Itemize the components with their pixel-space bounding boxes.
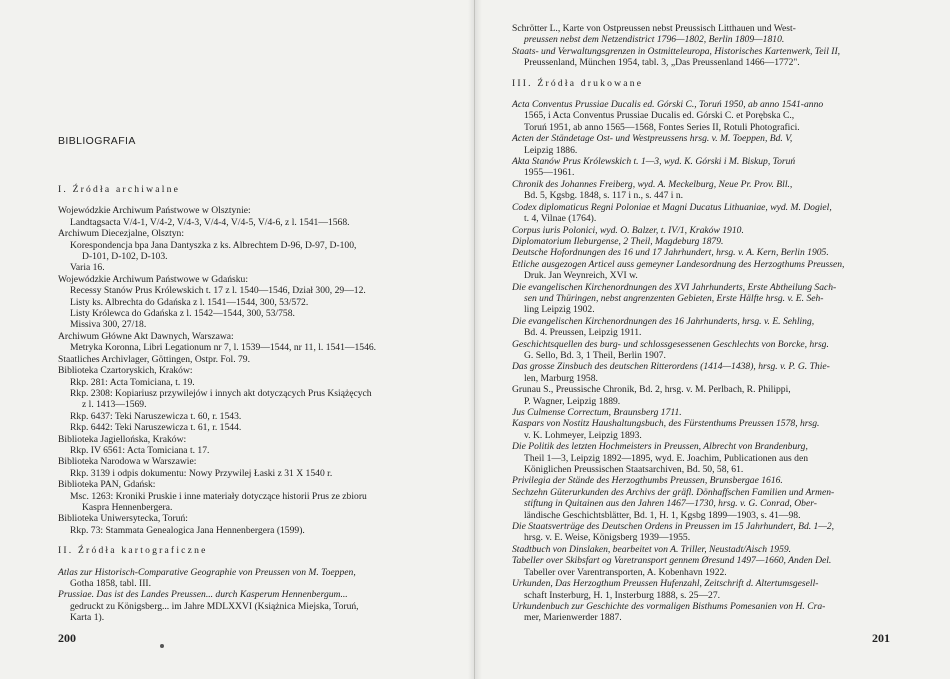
bib-entry: Acten der Ständetage Ost- und Westpreussens hrsg. v. M. Toeppen, Bd. V, — [512, 133, 793, 145]
bib-entry: ling Leipzig 1902. — [524, 304, 595, 316]
bib-entry: Biblioteka Uniwersytecka, Toruń: — [58, 513, 188, 525]
section-heading-cartographic: II. Źródła kartograficzne — [58, 545, 208, 557]
bib-entry: Etliche ausgezogen Articel auss gemeyner Landesordnung des Herzogthums Preussen, — [512, 258, 845, 270]
bib-entry: Gotha 1858, tabl. III. — [70, 578, 151, 589]
bib-entry: Rkp. 6442: Teki Naruszewicza t. 61, r. 1544. — [70, 422, 242, 434]
bib-entry: Preussenland, München 1954, tabl. 3, „Das Preussenland 1466—1772". — [524, 57, 800, 69]
right-page-content — [512, 23, 930, 624]
ink-speck — [160, 644, 164, 648]
bib-entry: Codex diplomaticus Regni Poloniae et Magni Ducatus Lithuaniae, wyd. M. Dogiel, — [512, 201, 832, 213]
bib-entry: Chronik des Johannes Freiberg, wyd. A. Meckelburg, Neue Pr. Prov. Bll., — [512, 178, 793, 190]
bib-entry: Kaspra Hennenbergera. — [82, 501, 173, 513]
right-page — [475, 0, 950, 679]
bib-entry: gedruckt zu Königsberg... im Jahre MDLXXVI (Książnica Miejska, Toruń, — [70, 600, 359, 612]
bib-entry: Msc. 1263: Kroniki Pruskie i inne materiały dotyczące historii Prus ze zbioru — [70, 490, 367, 502]
bib-entry: Leipzig 1886. — [524, 144, 578, 156]
bib-entry: Rkp. 2308: Kopiariusz przywilejów i innych akt dotyczących Prus Książęcych — [70, 387, 372, 399]
bib-entry: Rkp. 6437: Teki Naruszewicza t. 60, r. 1543. — [70, 410, 242, 422]
page-number: 201 — [872, 631, 890, 645]
bib-entry: stiftung in Quitainen aus den Jahren 1467—1730, hrsg. v. G. Conrad, Ober- — [524, 498, 817, 510]
bib-entry: Geschichtsquellen des burg- und schlossgesessenen Geschlechts von Borcke, hrsg. — [512, 338, 829, 350]
book-gutter — [468, 0, 482, 679]
bib-entry: Prussiae. Das ist des Landes Preussen... durch Kasperum Hennenbergum... — [58, 589, 348, 601]
bib-entry: Die Politik des letzten Hochmeisters in Preussen, Albrecht von Brandenburg, — [512, 441, 808, 453]
section-heading-archival: I. Źródła archiwalne — [58, 184, 181, 195]
bib-entry: Tabeller over Skibsfart og Varetransport gennem Øresund 1497—1660, Anden Del. — [512, 555, 832, 567]
bib-entry: Biblioteka PAN, Gdańsk: — [58, 479, 156, 491]
bib-entry: Das grosse Zinsbuch des deutschen Ritterordens (1414—1438), hrsg. v. P. G. Thie- — [512, 361, 830, 373]
bib-entry: Wojewódzkie Archiwum Państwowe w Olsztynie: — [58, 205, 251, 217]
bib-entry: Staats- und Verwaltungsgrenzen in Ostmitteleuropa, Historisches Kartenwerk, Teil II, — [512, 45, 841, 57]
bib-entry: Recessy Stanów Prus Królewskich t. 17 z l. 1540—1546, Dział 300, 29—12. — [70, 285, 366, 297]
bib-entry: Korespondencja bpa Jana Dantyszka z ks. Albrechtem D-96, D-97, D-100, — [70, 239, 357, 251]
bib-entry: Schrötter L., Karte von Ostpreussen nebst Preussisch Litthauen und West- — [512, 23, 796, 34]
page-title: BIBLIOGRAFIA — [58, 135, 136, 147]
bib-entry: Karta 1). — [70, 612, 105, 624]
bib-entry: Biblioteka Czartoryskich, Kraków: — [58, 365, 193, 377]
bib-entry: Akta Stanów Prus Królewskich t. 1—3, wyd. K. Górski i M. Biskup, Toruń — [512, 156, 796, 168]
bib-entry: 1955—1961. — [524, 167, 575, 179]
bib-entry: Varia 16. — [70, 262, 105, 274]
bib-entry: ländische Geschichtsblätter, Bd. 1, H. 1, Kgsbg 1899—1903, s. 41—98. — [524, 509, 801, 521]
bib-entry: hrsg. v. E. Weise, Königsberg 1939—1955. — [524, 532, 691, 544]
bib-entry: Biblioteka Jagiellońska, Kraków: — [58, 433, 187, 445]
bib-entry: Bd. 5, Kgsbg. 1848, s. 117 i n., s. 447 i n. — [524, 190, 684, 202]
bib-entry: Rkp. 3139 i odpis dokumentu: Nowy Przywilej Łaski z 31 X 1540 r. — [70, 467, 333, 479]
bib-entry: Corpus iuris Polonici, wyd. O. Balzer, t. IV/1, Kraków 1910. — [512, 224, 744, 236]
bib-entry: Acta Conventus Prussiae Ducalis ed. Górski C., Toruń 1950, ab anno 1541-anno — [512, 99, 824, 111]
bib-entry: Missiva 300, 27/18. — [70, 319, 147, 331]
bib-entry: Archiwum Główne Akt Dawnych, Warszawa: — [58, 330, 234, 342]
bib-entry: schaft Insterburg, H. 1, Insterburg 1888, s. 25—27. — [524, 589, 721, 601]
left-page-content — [58, 182, 453, 624]
bib-entry: Rkp. 73: Stammata Genealogica Jana Hennenbergera (1599). — [70, 524, 305, 536]
bib-entry: t. 4, Vilnae (1764). — [524, 213, 597, 225]
bib-entry: Deutsche Hofordnungen des 16 und 17 Jahrhundert, hrsg. v. A. Kern, Berlin 1905. — [512, 247, 829, 259]
bib-entry: Königlichen Preussischen Staatsarchiven, Bd. 50, 58, 61. — [524, 464, 744, 476]
bib-entry: Staatliches Archivlager, Göttingen, Ostpr. Fol. 79. — [58, 353, 250, 365]
bib-entry: Bd. 4. Preussen, Leipzig 1911. — [524, 327, 642, 339]
bib-entry: Stadtbuch von Dinslaken, bearbeitet von A. Triller, Neustadt/Aisch 1959. — [512, 543, 792, 555]
bib-entry: Tabeller over Varentransporten, A. Kobenhavn 1922. — [524, 566, 727, 578]
bib-entry: 1565, i Acta Conventus Prussiae Ducalis ed. Górski C. et Porębska C., — [524, 110, 795, 122]
bib-entry: z l. 1413—1569. — [82, 399, 147, 411]
bib-entry: preussen nebst dem Netzendistrict 1796—1802, Berlin 1809—1810. — [524, 34, 785, 46]
bib-entry: Landtagsacta V/4-1, V/4-2, V/4-3, V/4-4, V/4-5, V/4-6, z l. 1541—1568. — [70, 216, 350, 228]
bib-entry: Listy Królewca do Gdańska z l. 1542—1544, 300, 53/758. — [70, 308, 295, 320]
bib-entry: Druk. Jan Weynreich, XVI w. — [524, 270, 638, 282]
bib-entry: Wojewódzkie Archiwum Państwowe w Gdańsku: — [58, 273, 249, 285]
bib-entry: Archiwum Diecezjalne, Olsztyn: — [58, 228, 185, 240]
bib-entry: G. Sello, Bd. 3, 1 Theil, Berlin 1907. — [524, 349, 666, 361]
bib-entry: Jus Culmense Correctum, Braunsberg 1711. — [512, 407, 682, 418]
bib-entry: Die evangelischen Kirchenordnungen des XVI Jahrhunderts, Erste Abtheilung Sach- — [512, 281, 837, 293]
bib-entry: mer, Marienwerder 1887. — [524, 612, 622, 624]
bib-entry: v. K. Lohmeyer, Leipzig 1893. — [524, 429, 642, 441]
bib-entry: Toruń 1951, ab anno 1565—1568, Fontes Series II, Rotuli Photografici. — [524, 121, 800, 133]
bib-entry: Rkp. 281: Acta Tomiciana, t. 19. — [70, 376, 195, 388]
page-number: 200 — [58, 631, 76, 645]
bib-entry: Die Staatsverträge des Deutschen Ordens in Preussen im 15 Jahrhundert, Bd. 1—2, — [512, 521, 835, 533]
bib-entry: Metryka Koronna, Libri Legationum nr 7, l. 1539—1544, nr 11, l. 1541—1546. — [70, 342, 377, 354]
bib-entry: Grunau S., Preussische Chronik, Bd. 2, hrsg. v. M. Perlbach, R. Philippi, — [512, 384, 791, 396]
bib-entry: Urkunden, Das Herzogthum Preussen Hufenzahl, Zeitschrift d. Altertumsgesell- — [512, 578, 819, 590]
section-heading-printed: III. Źródła drukowane — [512, 77, 644, 89]
bib-entry: Theil 1—3, Leipzig 1892—1895, wyd. E. Joachim, Publicationen aus den — [524, 452, 809, 464]
bib-entry: len, Marburg 1958. — [524, 372, 598, 384]
bib-entry: sen und Thüringen, nebst angrenzenten Gebieten, Erste Hälfte hrsg. v. E. Seh- — [524, 292, 824, 304]
bib-entry: Rkp. IV 6561: Acta Tomiciana t. 17. — [70, 444, 210, 456]
bib-entry: P. Wagner, Leipzig 1889. — [524, 395, 621, 407]
bib-entry: Atlas zur Historisch-Comparative Geographie von Preussen von M. Toeppen, — [58, 566, 356, 578]
bib-entry: Listy ks. Albrechta do Gdańska z l. 1541—1544, 300, 53/572. — [70, 296, 309, 308]
bib-entry: Kaspars von Nostitz Haushaltungsbuch, des Fürstenthums Preussen 1578, hrsg. — [512, 418, 820, 430]
bib-entry: Sechzehn Güterurkunden des Archivs der gräfl. Dönhaffschen Familien und Armen- — [512, 486, 835, 498]
bib-entry: Biblioteka Narodowa w Warszawie: — [58, 456, 197, 468]
bib-entry: Urkundenbuch zur Geschichte des vormaligen Bisthums Pomesanien von H. Cra- — [512, 600, 826, 612]
bib-entry: D-101, D-102, D-103. — [82, 251, 168, 263]
bib-entry: Die evangelischen Kirchenordnungen des 16 Jahrhunderts, hrsg. v. E. Sehling, — [512, 315, 815, 327]
bib-entry: Diplomatorium Ileburgense, 2 Theil, Magdeburg 1879. — [512, 235, 724, 247]
bib-entry: Privilegia der Stände des Herzogthumbs Preussen, Brunsbergae 1616. — [512, 475, 783, 487]
